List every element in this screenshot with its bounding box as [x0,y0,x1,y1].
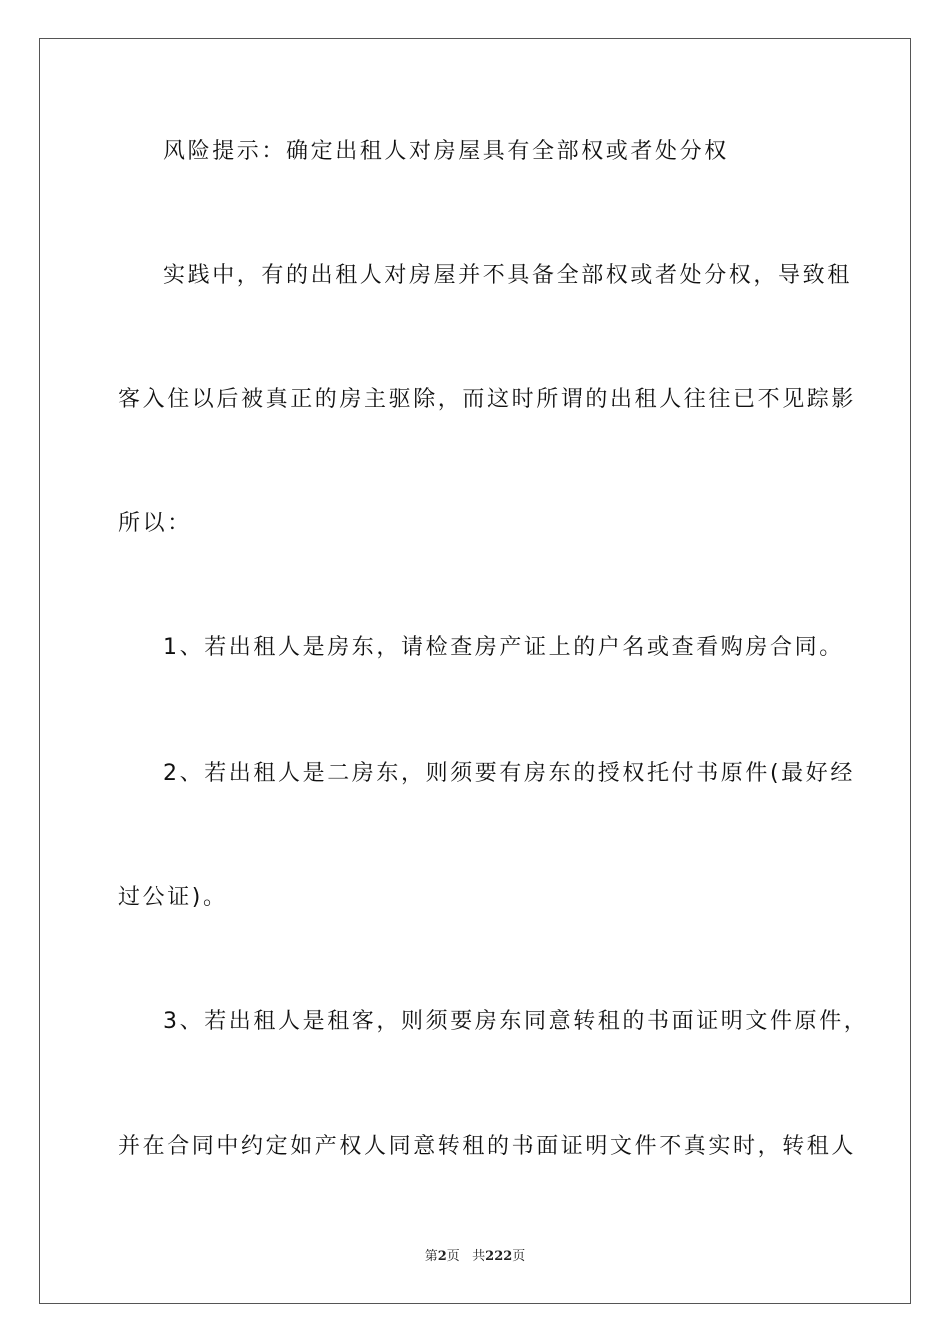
list-item-1: 1、若出租人是房东，请检查房产证上的户名或查看购房合同。 [163,635,844,660]
list-item-3-continued: 并在合同中约定如产权人同意转租的书面证明文件不真实时，转租人 [118,1134,857,1159]
paragraph-line: 客入住以后被真正的房主驱除，而这时所谓的出租人往往已不见踪影 [118,387,857,412]
list-item-3: 3、若出租人是租客，则须要房东同意转租的书面证明文件原件， [163,1009,869,1034]
list-item-2-continued: 过公证)。 [118,885,228,910]
list-item-2: 2、若出租人是二房东，则须要有房东的授权托付书原件(最好经 [163,761,855,786]
footer-middle: 页 共 [446,1249,486,1264]
paragraph-line: 所以： [118,511,192,536]
page-footer [0,1245,950,1264]
footer-prefix: 第 [424,1249,438,1264]
risk-heading: 风险提示：确定出租人对房屋具有全部权或者处分权 [163,139,729,164]
paragraph-line: 实践中，有的出租人对房屋并不具备全部权或者处分权，导致租 [163,263,852,288]
page-border [39,38,911,1304]
footer-total-pages: 222 [485,1249,513,1264]
footer-suffix: 页 [512,1249,526,1264]
footer-page-number: 2 [437,1249,447,1264]
